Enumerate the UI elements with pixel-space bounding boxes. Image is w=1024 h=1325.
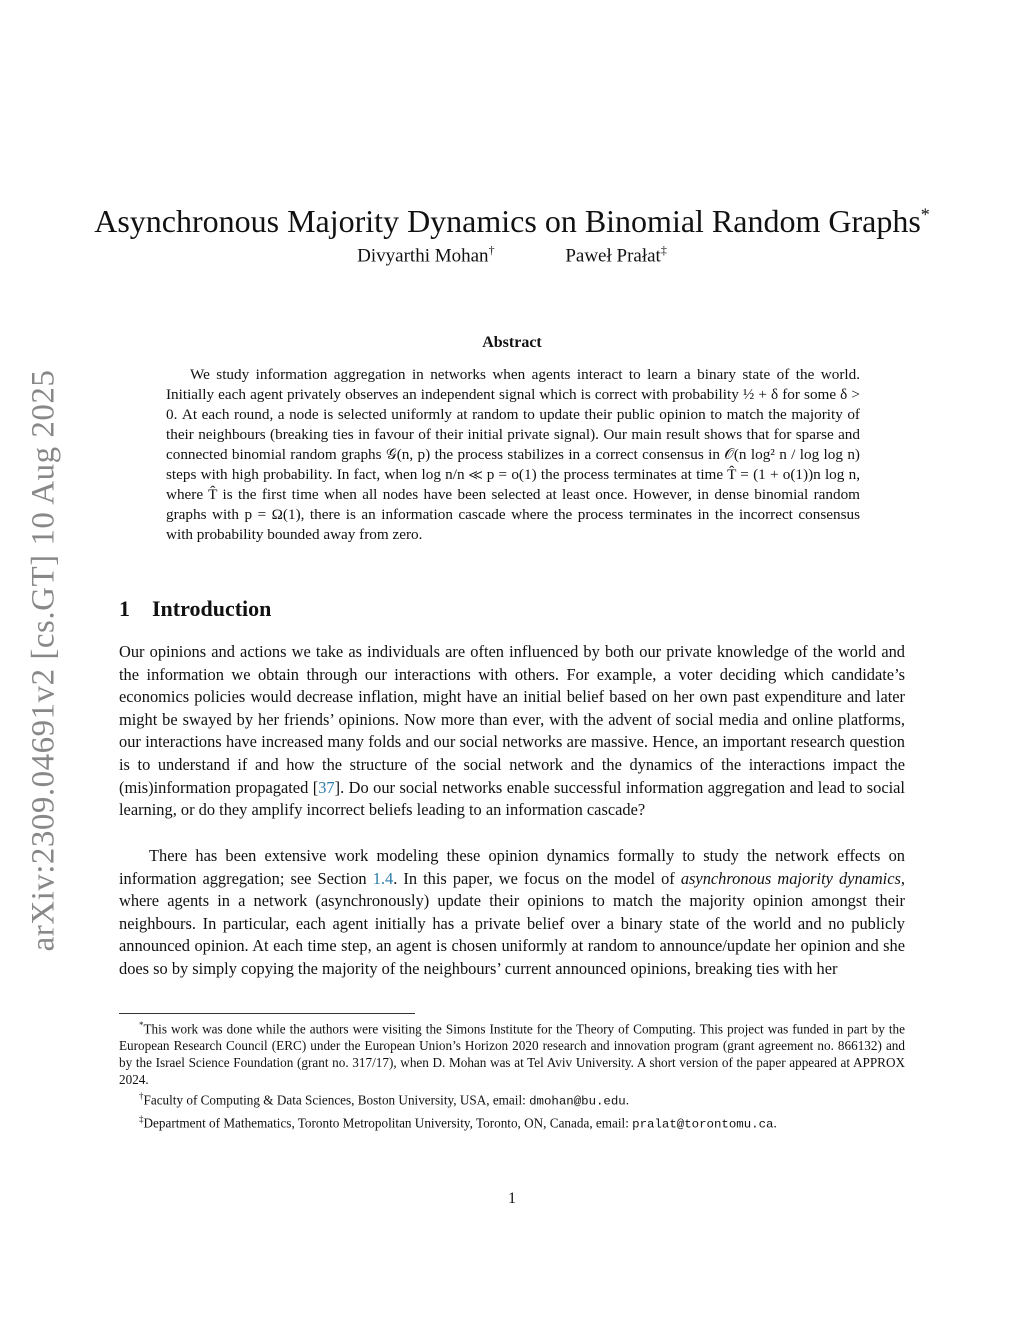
citation-link[interactable]: 37 bbox=[318, 777, 335, 797]
para2-text-rest: , where agents in a network (asynchronously) update their opinions to match the majority opinion amongst their neighbours. In particular, each agent initially has a private belief over a binary state of the world and no publicly announced opinion. At each time step, an agent is chosen uniformly at random to announce/update her opinion and she does so by simply copying the majority of the neighbours’ current announced opinions, breaking ties with her bbox=[119, 868, 905, 978]
para1-text: Our opinions and actions we take as individuals are often influenced by both our private knowledge of the world and the information we obtain through our interactions with others. For example, a voter deciding which candidate’s economics policies would decrease inflation, might have an initial belief based on her own past expenditure and later might be swayed by her friends’ opinions. Now more than ever, with the advent of social media and online platforms, our interactions have increased many folds and our social networks are massive. Hence, an important research question is to understand if and how the structure of the social network and the dynamics of the interactions impact the (mis)information propagated [ bbox=[119, 642, 905, 797]
abstract-text: We study information aggregation in networks when agents interact to learn a binary state of the world. Initially each agent privately observes an independent signal which is correct with probability ½ + δ for some δ > 0. At each round, a node is selected uniformly at random to update their public opinion to match the majority of their neighbours (breaking ties in favour of their initial private signal). Our main result shows that for sparse and connected binomial random graphs 𝒢(n, p) the process stabilizes in a correct consensus in 𝒪(n log² n / log log n) steps with high probability. In fact, when log n/n ≪ p = o(1) the process terminates at time T̂ = (1 + o(1))n log n, where T̂ is the first time when all nodes have been selected at least once. However, in dense binomial random graphs with p = Ω(1), there is an information cascade where the process terminates in the incorrect consensus with probability bounded away from zero. bbox=[166, 366, 860, 543]
arxiv-id-text: arXiv:2309.04691v2 [cs.GT] 10 Aug 2025 bbox=[25, 369, 62, 951]
author-2 bbox=[565, 243, 667, 267]
author-list bbox=[0, 243, 1024, 267]
page-number: 1 bbox=[508, 1190, 516, 1207]
intro-paragraph-2 bbox=[119, 845, 905, 981]
footnote-text: Faculty of Computing & Data Sciences, Boston University, USA, email: bbox=[143, 1092, 530, 1108]
section-title: Introduction bbox=[152, 596, 272, 621]
title-footnote-mark: * bbox=[920, 204, 930, 225]
author-1 bbox=[357, 243, 494, 267]
footnote-text: Department of Mathematics, Toronto Metropolitan University, Toronto, ON, Canada, email: bbox=[143, 1115, 633, 1131]
paper-title bbox=[0, 203, 1024, 240]
section-reference-link[interactable]: 1.4 bbox=[372, 868, 394, 888]
arxiv-identifier-stamp bbox=[18, 360, 70, 960]
author-footnote-mark: ‡ bbox=[660, 243, 667, 257]
author-1-email[interactable]: dmohan@bu.edu bbox=[529, 1094, 626, 1109]
para1-text-end: ]. Do our social networks enable successful information aggregation and lead to social learning, or do they amplify incorrect beliefs leading to an information cascade? bbox=[119, 777, 905, 820]
footnotes bbox=[119, 1017, 905, 1133]
footnote-author-2 bbox=[119, 1111, 905, 1133]
section-number: 1 bbox=[119, 596, 130, 621]
author-2-email[interactable]: pralat@torontomu.ca bbox=[632, 1117, 774, 1132]
footnote-end: . bbox=[625, 1092, 630, 1108]
intro-paragraph-1 bbox=[119, 641, 905, 822]
footnote-divider bbox=[119, 1013, 415, 1014]
model-name-emphasis: asynchronous majority dynamics bbox=[680, 868, 901, 888]
footnote-author-1 bbox=[119, 1088, 905, 1110]
para2-text-mid: . In this paper, we focus on the model of bbox=[393, 868, 681, 888]
author-footnote-mark: † bbox=[488, 243, 495, 257]
author-name: Paweł Prałat bbox=[565, 245, 661, 267]
footnote-mark: ‡ bbox=[139, 1113, 144, 1124]
para2-text: There has been extensive work modeling these opinion dynamics formally to study the network effects on information aggregation; see Section bbox=[119, 846, 905, 888]
footnote-end: . bbox=[773, 1115, 777, 1131]
author-name: Divyarthi Mohan bbox=[357, 245, 489, 267]
title-text: Asynchronous Majority Dynamics on Binomial Random Graphs bbox=[94, 203, 921, 240]
footnote-funding bbox=[119, 1017, 905, 1088]
footnote-mark: * bbox=[139, 1020, 144, 1030]
section-heading-introduction bbox=[119, 596, 271, 622]
abstract-heading: Abstract bbox=[482, 334, 542, 351]
footnote-mark: † bbox=[139, 1091, 144, 1102]
footnote-text: This work was done while the authors were visiting the Simons Institute for the Theory of Computing. This project was funded in part by the European Research Council (ERC) under the European Union’s Horizon 2020 research and innovation program (grant agreement no. 866132) and by the Israel Science Foundation (grant no. 317/17), when D. Mohan was at Tel Aviv University. A short version of the paper appeared at APPROX 2024. bbox=[119, 1021, 905, 1088]
